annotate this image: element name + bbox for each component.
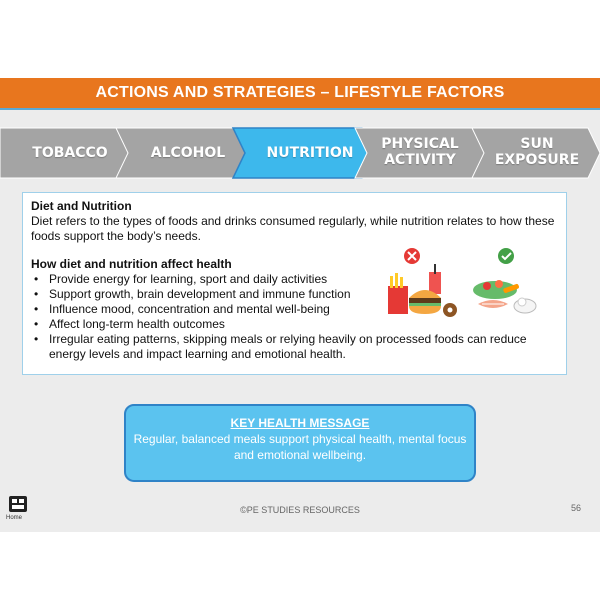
section-heading: Diet and Nutrition — [31, 199, 132, 213]
page-title: ACTIONS AND STRATEGIES – LIFESTYLE FACTORS — [0, 78, 600, 108]
slide — [0, 78, 600, 532]
tab-physical-activity-label: PHYSICAL ACTIVITY — [381, 136, 459, 168]
tab-tobacco-label: TOBACCO — [32, 145, 108, 161]
content-box — [22, 192, 567, 375]
check-icon — [498, 248, 514, 264]
page-number: 56 — [571, 503, 582, 513]
key-message-box — [124, 404, 476, 482]
healthy-food-icon — [473, 280, 536, 313]
list-item: • Provide energy for learning, sport and daily activities — [31, 272, 558, 287]
copyright-text: ©PE STUDIES RESOURCES — [240, 505, 360, 515]
list-item: • Support growth, brain development and immune function — [31, 287, 558, 302]
key-message-title: KEY HEALTH MESSAGE — [230, 416, 370, 430]
tab-sun-exposure-label: SUN EXPOSURE — [494, 136, 580, 168]
key-message-text: Regular, balanced meals support physical health, mental focus and emotional wellbeing. — [133, 432, 467, 462]
food-illustration — [385, 248, 540, 328]
junk-food-icon — [388, 264, 457, 317]
tab-alcohol-label: ALCOHOL — [150, 145, 226, 161]
definition-paragraph: Diet refers to the types of foods and drinks consumed regularly, while nutrition relates to how these foods support the body’s needs. — [31, 214, 555, 243]
subsection-heading: How diet and nutrition affect health — [31, 257, 232, 271]
list-item: • Affect long-term health outcomes — [31, 317, 558, 332]
tab-nutrition-label: NUTRITION — [266, 145, 354, 161]
list-item: • Influence mood, concentration and mental well-being — [31, 302, 558, 317]
cross-icon — [404, 248, 420, 264]
list-item: • Irregular eating patterns, skipping meals or relying heavily on processed foods can reduce energy levels and impact learning and emotional health. — [31, 332, 558, 362]
home-label[interactable]: Home — [6, 515, 23, 521]
